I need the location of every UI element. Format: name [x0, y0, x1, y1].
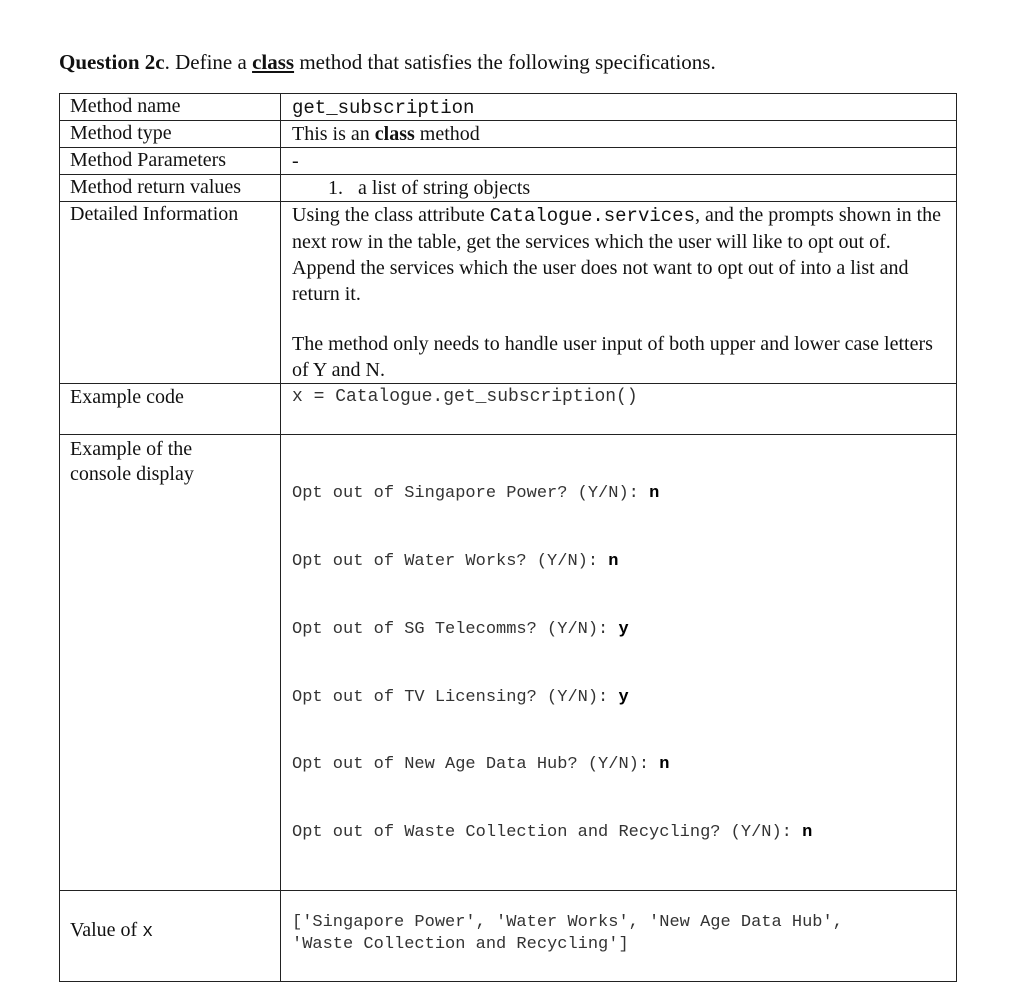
- row-method-return: [60, 175, 957, 202]
- value-x-line2: 'Waste Collection and Recycling']: [292, 934, 629, 954]
- details-p1-post: , and the prompts shown in the next row in the table, get the services which the user will like to opt out of. Append the services which the user does not want to opt out of into a list and return it.: [292, 204, 942, 305]
- row-method-params: [60, 148, 957, 175]
- console-answer: n: [649, 484, 660, 504]
- example-code-value: x = Catalogue.get_subscription(): [292, 387, 638, 407]
- method-name-value: get_subscription: [292, 97, 475, 119]
- return-value: a list of string objects: [358, 177, 531, 199]
- row-console: [60, 435, 957, 891]
- label-method-type: Method type: [60, 121, 281, 148]
- row-example-code: [60, 384, 957, 435]
- heading-emphasis: class: [252, 50, 295, 74]
- value-x-line1: ['Singapore Power', 'Water Works', 'New Age Data Hub',: [292, 912, 843, 932]
- method-type-value: [281, 121, 957, 148]
- question-number: Question 2c: [59, 50, 165, 74]
- row-method-type: [60, 121, 957, 148]
- spec-table: [59, 93, 957, 982]
- label-value-x-var: x: [142, 921, 154, 942]
- details-paragraph-2: The method only needs to handle user input of both upper and lower case letters of Y and N.: [292, 333, 933, 381]
- return-list-number: 1.: [328, 177, 343, 199]
- label-console: [60, 435, 281, 891]
- console-line: Opt out of TV Licensing? (Y/N): y: [292, 687, 629, 707]
- method-type-post: method: [414, 123, 480, 145]
- console-answer: y: [618, 687, 629, 707]
- label-value-x-pre: Value of: [70, 918, 143, 941]
- console-line: Opt out of Waste Collection and Recycling? (Y/N): n: [292, 823, 813, 843]
- console-output: [292, 435, 956, 890]
- details-paragraph-1: [292, 202, 944, 307]
- label-method-params: Method Parameters: [60, 148, 281, 175]
- console-answer: n: [608, 551, 619, 571]
- heading-text-post: method that satisfies the following specifications.: [294, 50, 716, 74]
- console-answer: n: [802, 823, 813, 843]
- label-value-x: [60, 890, 281, 981]
- label-console-line1: Example of the: [70, 438, 193, 460]
- details-p1-code: Catalogue.services: [489, 205, 695, 227]
- row-method-name: [60, 94, 957, 121]
- console-line: Opt out of SG Telecomms? (Y/N): y: [292, 619, 629, 639]
- label-example-code: Example code: [60, 384, 281, 435]
- heading-text-pre: . Define a: [164, 50, 253, 74]
- method-params-value: -: [281, 148, 957, 175]
- details-p1-pre: Using the class attribute: [292, 204, 490, 226]
- value-x-output: [292, 891, 956, 956]
- console-line: Opt out of Singapore Power? (Y/N): n: [292, 484, 660, 504]
- question-heading: [59, 48, 716, 76]
- label-details: Detailed Information: [60, 202, 281, 384]
- console-answer: y: [618, 619, 629, 639]
- label-method-name: Method name: [60, 94, 281, 121]
- method-type-pre: This is an: [292, 123, 375, 145]
- console-line: Opt out of New Age Data Hub? (Y/N): n: [292, 755, 670, 775]
- method-type-emph: class: [374, 123, 415, 145]
- label-console-line2: console display: [70, 463, 194, 485]
- console-line: Opt out of Water Works? (Y/N): n: [292, 551, 619, 571]
- console-answer: n: [659, 755, 670, 775]
- row-details: [60, 202, 957, 384]
- label-method-return: Method return values: [60, 175, 281, 202]
- row-value-x: [60, 890, 957, 981]
